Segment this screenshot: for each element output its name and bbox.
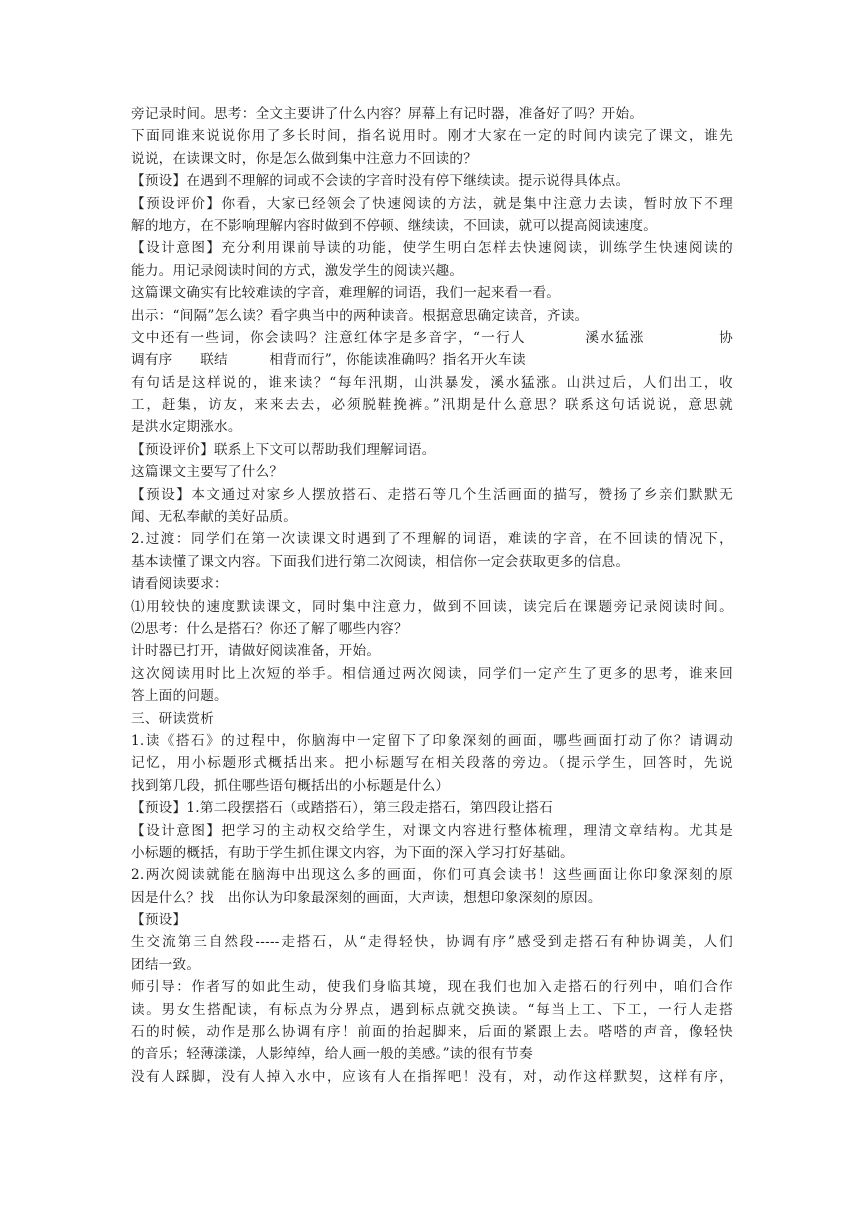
text-line: 没有人踩脚，没有人掉入水中，应该有人在指挥吧！没有，对，动作这样默契，这样有序， <box>131 1068 733 1085</box>
text-line: 三、研读赏析 <box>131 710 215 727</box>
text-line: 【预设评价】联系上下文可以帮助我们理解词语。 <box>131 441 436 458</box>
text-line: 读。男女生搭配读，有标点为分界点，遇到标点就交换读。“每当上工、下工，一行人走搭 <box>131 1001 733 1018</box>
text-line: 2.两次阅读就能在脑海中出现这么多的画面，你们可真会读书！这些画面让你印象深刻的原 <box>131 867 733 884</box>
text-line: 【预设】本文通过对家乡人摆放搭石、走搭石等几个生活画面的描写，赞扬了乡亲们默默无 <box>131 486 733 503</box>
text-line: 解的地方，在不影响理解内容时做到不停顿、继续读，不回读，就可以提高阅读速度。 <box>131 217 658 234</box>
text-line: 这次阅读用时比上次短的举手。相信通过两次阅读，同学们一定产生了更多的思考，谁来回 <box>131 665 733 682</box>
text-line: 基本读懂了课文内容。下面我们进行第二次阅读，相信你一定会获取更多的信息。 <box>131 553 630 570</box>
document-body <box>131 103 733 1088</box>
text-line: 【预设】 <box>131 912 187 929</box>
text-line: 【设计意图】把学习的主动权交给学生，对课文内容进行整体梳理，理清文章结构。尤其是 <box>131 822 733 839</box>
text-line: 记忆，用小标题形式概括出来。把小标题写在相关段落的旁边。（提示学生，回答时，先说 <box>131 755 733 772</box>
text-line: 计时器已打开，请做好阅读准备，开始。 <box>131 643 381 660</box>
text-line: ⑵思考：什么是搭石？你还了解了哪些内容？ <box>131 620 408 637</box>
text-line: 这篇课文确实有比较难读的字音，难理解的词语，我们一起来看一看。 <box>131 285 561 302</box>
text-line: 答上面的问题。 <box>131 688 228 705</box>
text-line: 师引导：作者写的如此生动，使我们身临其境，现在我们也加入走搭石的行列中，咱们合作 <box>131 979 733 996</box>
text-line: 小标题的概括，有助于学生抓住课文内容，为下面的深入学习打好基础。 <box>131 844 574 861</box>
text-line: 旁记录时间。思考：全文主要讲了什么内容？屏幕上有记时器，准备好了吗？开始。 <box>131 106 644 122</box>
text-line: 团结一致。 <box>131 956 201 973</box>
text-line: 这篇课文主要写了什么？ <box>131 464 284 481</box>
text-line: 文中还有一些词，你会读吗？注意红体字是多音字，“一行人 溪水猛涨 协 <box>131 329 733 346</box>
text-line: 找到第几段，抓住哪些语句概括出的小标题是什么） <box>131 777 450 794</box>
text-line: 石的时候，动作是那么协调有序！前面的抬起脚来，后面的紧跟上去。嗒嗒的声音，像轻快 <box>131 1024 733 1041</box>
text-line: 生交流第三自然段-----走搭石，从“走得轻快，协调有序”感受到走搭石有种协调美，人们 <box>131 934 733 951</box>
text-line: 是洪水定期涨水。 <box>131 419 242 436</box>
text-line: 闻、无私奉献的美好品质。 <box>131 509 298 526</box>
text-line: 调有序 联结 相背而行”，你能读准确吗？指名开火车读 <box>131 352 526 369</box>
text-line: 有句话是这样说的，谁来读？“每年汛期，山洪暴发，溪水猛涨。山洪过后，人们出工，收 <box>131 374 733 391</box>
text-line: 工，赶集，访友，来来去去，必须脱鞋挽裤。”汛期是什么意思？联系这句话说说，意思就 <box>131 397 733 414</box>
text-line: 【设计意图】充分利用课前导读的功能，使学生明白怎样去快速阅读，训练学生快速阅读的 <box>131 240 733 257</box>
text-line: 【预设评价】你看，大家已经领会了快速阅读的方法，就是集中注意力去读，暂时放下不理 <box>131 195 733 212</box>
text-line: 能力。用记录阅读时间的方式，激发学生的阅读兴趣。 <box>131 262 464 279</box>
text-line: 2.过渡：同学们在第一次读课文时遇到了不理解的词语，难读的字音，在不回读的情况下， <box>131 531 733 548</box>
text-line: 说说，在读课文时，你是怎么做到集中注意力不回读的？ <box>131 150 478 167</box>
text-line: ⑴用较快的速度默读课文，同时集中注意力，做到不回读，读完后在课题旁记录阅读时间。 <box>131 598 733 615</box>
text-line: 1.读《搭石》的过程中，你脑海中一定留下了印象深刻的画面，哪些画面打动了你？请调动 <box>131 732 733 749</box>
text-line: 的音乐；轻薄漾漾，人影绰绰，给人画一般的美感。”读的很有节奏 <box>131 1046 533 1063</box>
text-line: 下面同谁来说说你用了多长时间，指名说用时。刚才大家在一定的时间内读完了课文，谁先 <box>131 128 733 145</box>
text-line: 请看阅读要求： <box>131 576 228 593</box>
text-line: 【预设】1.第二段摆搭石（或踏搭石），第三段走搭石，第四段让搭石 <box>131 800 553 817</box>
text-line: 出示：“间隔”怎么读？看字典当中的两种读音。根据意思确定读音，齐读。 <box>131 307 589 324</box>
text-line: 因是什么？找 出你认为印象最深刻的画面，大声读，想想印象深刻的原因。 <box>131 889 602 906</box>
text-line: 【预设】在遇到不理解的词或不会读的字音时没有停下继续读。提示说得具体点。 <box>131 173 630 190</box>
